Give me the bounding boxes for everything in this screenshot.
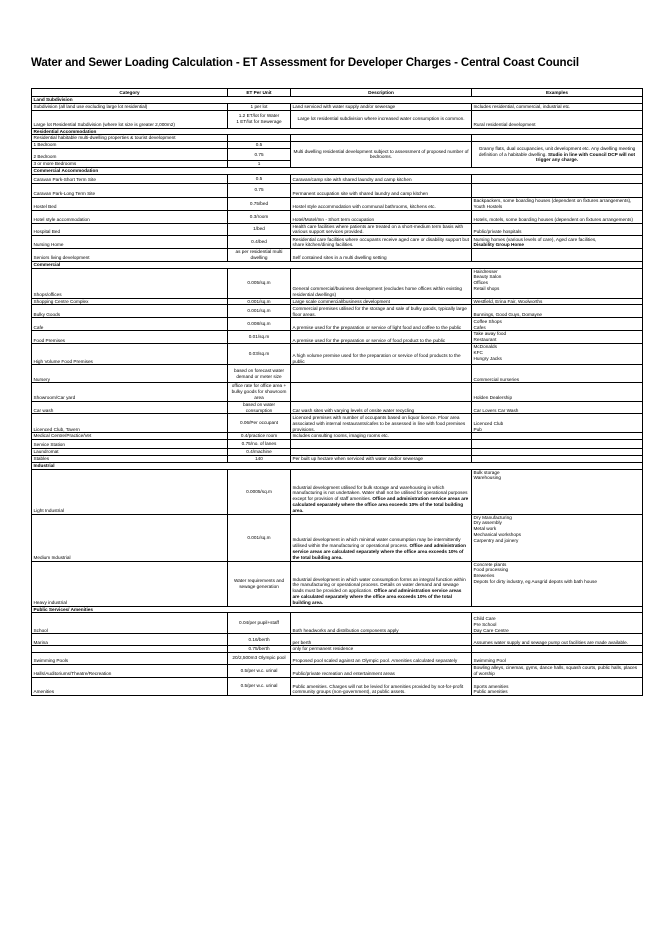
examples-cell [472, 344, 643, 365]
et-per-unit-cell: 0.16/berth [228, 634, 291, 646]
examples-text: Includes residential, commercial, industrial etc. [473, 103, 571, 109]
section-heading: Commercial Accommodation [32, 167, 643, 174]
category-cell: Medical Centre/Practice/Vet [32, 433, 228, 440]
description-text: Caravan/camp site with shared laundry and camp kitchen [292, 176, 412, 182]
category-cell: Cafe [32, 318, 228, 331]
table-row [32, 135, 643, 142]
table-row [32, 449, 643, 456]
category-cell: 2 Bedroom [32, 148, 228, 160]
text-line: Bulk storage [473, 469, 500, 475]
examples-cell [472, 174, 643, 183]
examples-text: Assumes water supply and sewage pump out facilities are made available. [473, 639, 629, 645]
text-line: Warehousing [473, 475, 501, 481]
description-text: Proposed pool scaled against an Olympic pool. Amenities calculated separately [292, 657, 458, 663]
category-cell [32, 646, 228, 653]
examples-text: Westfield, Erina Fair, Woolworths [473, 298, 543, 304]
table-row [32, 197, 643, 210]
table-row [32, 331, 643, 344]
examples-text [474, 319, 641, 331]
et-per-unit-cell: 0.75 [228, 148, 291, 160]
text-line: Take away food [473, 331, 507, 337]
description-text: Commercial premises utilised for the storage and sale of bulky goods, typically large floor areas. [292, 305, 467, 317]
examples-cell [472, 664, 643, 677]
description-cell [291, 305, 472, 318]
examples-cell [472, 142, 643, 168]
category-cell: Seniors living development [32, 249, 228, 262]
et-per-unit-cell: 0.4/bed [228, 236, 291, 249]
text-line: Licenced Club [473, 420, 504, 426]
examples-text: Car Lovers Car Wash [473, 407, 519, 413]
column-header-description: Description [291, 89, 472, 97]
et-per-unit-cell: based on water consumption [228, 401, 291, 414]
text-line: McDonalds [473, 344, 497, 350]
table-row [32, 103, 643, 110]
examples-cell [472, 433, 643, 440]
table-row [32, 249, 643, 262]
examples-cell [472, 365, 643, 383]
table-row [32, 634, 643, 646]
description-text: Licenced premises with number of occupants based on liquor licence. Floor area associated with internal restaurants/cafes to be assessed in line with food premises provisions. [292, 414, 466, 432]
description-cell [291, 318, 472, 331]
category-cell: Caravan Park-Short Term Site [32, 174, 228, 183]
description-bold-text: Office and administration service areas are calculated separately where the office area exceeds 10% of the total building area. [292, 588, 462, 605]
examples-cell [472, 469, 643, 514]
examples-text [474, 470, 641, 482]
column-header-examples: Examples [472, 89, 643, 97]
section-heading: Industrial [32, 462, 643, 469]
category-cell: Light Industrial [32, 469, 228, 514]
category-cell: Bulky Goods [32, 305, 228, 318]
et-per-unit-cell: 0.4/practice room [228, 433, 291, 440]
text-line: Child Care [473, 615, 496, 621]
table-body [32, 97, 643, 696]
category-cell: Showroom/Car yard [32, 383, 228, 401]
category-cell: Residential habitable multi-dwelling properties & tourist development [32, 135, 228, 142]
et-per-unit-cell: 0.008/sq.m [228, 318, 291, 331]
table-row [32, 142, 643, 149]
et-per-unit-cell: 1 [228, 160, 291, 167]
description-text: only for permanent residence [292, 646, 354, 652]
examples-text: Bowling alleys, cinemas, gyms, dance halls, squash courts, public halls, places of worship [473, 665, 638, 676]
table-row [32, 613, 643, 634]
text-line: Offices [473, 280, 489, 286]
et-per-unit-cell: 0.001/sq.m [228, 514, 291, 561]
examples-cell [472, 236, 643, 249]
examples-bold-text: Studio in line with Council DCP will not trigger any charge. [535, 151, 636, 163]
examples-cell [472, 305, 643, 318]
examples-cell [472, 440, 643, 449]
table-row [32, 677, 643, 696]
text-line: KFC [473, 350, 483, 356]
examples-cell [472, 298, 643, 305]
description-cell [291, 268, 472, 298]
category-cell: Caravan Park-Long Term Site [32, 183, 228, 197]
table-row [32, 110, 643, 128]
examples-cell [472, 210, 643, 223]
column-header-category: Category [32, 89, 228, 97]
category-cell: Large lot Residential Subdivision (where lot size is greater 2,000m2) [32, 110, 228, 128]
text-line: Retail shops [473, 285, 500, 291]
et-per-unit-cell: 0.75/no. of lanes [228, 440, 291, 449]
examples-text: Commercial nurseries [473, 376, 520, 382]
description-cell [291, 210, 472, 223]
description-text: Industrial development in which minimal water consumption may be intermittently utilised within the manufacturing or operational process. [292, 537, 461, 549]
text-line: Pub [473, 426, 482, 432]
text-line: Dry Manufacturing [473, 514, 512, 520]
description-text: Hostel style accommodation with communal bathrooms, kitchens etc. [292, 203, 436, 209]
et-per-unit-cell: 0.5/per w.c. urinal [228, 664, 291, 677]
examples-cell [472, 249, 643, 262]
examples-cell [472, 223, 643, 236]
examples-text [474, 684, 641, 696]
examples-cell [472, 135, 643, 142]
section-heading-row [32, 462, 643, 469]
text-line: Food processing [473, 567, 509, 573]
text-line: Cafes [473, 324, 486, 330]
section-heading-row [32, 167, 643, 174]
et-per-unit-cell: 0.001/sq.m [228, 298, 291, 305]
description-cell [291, 613, 472, 634]
examples-cell [472, 646, 643, 653]
et-per-unit-cell: based on forecast water demand or meter size [228, 365, 291, 383]
description-cell [291, 383, 472, 401]
section-heading-row [32, 97, 643, 104]
table-row [32, 236, 643, 249]
examples-cell [472, 653, 643, 665]
et-per-unit-cell: 0.001/sq.m [228, 305, 291, 318]
table-row [32, 318, 643, 331]
examples-cell [472, 613, 643, 634]
category-cell: Nursery [32, 365, 228, 383]
et-per-unit-cell: 0.3/room [228, 210, 291, 223]
text-line: Restaurant [473, 337, 497, 343]
table-row [32, 433, 643, 440]
text-line: Mechanical workshops [473, 531, 521, 537]
examples-text: Backpackers, some boarding houses (dependent on fixtures arrangements), Youth Hostels [473, 197, 632, 209]
description-cell [291, 103, 472, 110]
description-cell [291, 223, 472, 236]
et-per-unit-cell: 0.01/sq.m [228, 331, 291, 344]
examples-text [474, 421, 641, 433]
examples-text [474, 269, 641, 292]
description-text: A premise used for the preparation or service of food product to the public [292, 337, 446, 343]
text-line: Pre School [473, 621, 497, 627]
category-cell: Shops/offices [32, 268, 228, 298]
text-line: Sports amenities [473, 683, 509, 689]
text-line: Carpentry and joinery [473, 537, 519, 543]
description-text: A premise used for the preparation or service of light food and coffee to the public [292, 324, 462, 330]
section-heading-row [32, 128, 643, 135]
et-per-unit-cell: 0.75/berth [228, 646, 291, 653]
examples-text [474, 562, 641, 585]
column-header-et-per-unit: ET Per Unit [228, 89, 291, 97]
description-cell: Multi dwelling residential development subject to assessment of proposed number of bedrooms. [291, 142, 472, 168]
examples-cell [472, 561, 643, 606]
description-text: Car wash sites with varying levels of onsite water recycling [292, 407, 415, 413]
et-per-unit-cell: 0.4/machine [228, 449, 291, 456]
examples-cell [472, 514, 643, 561]
category-cell: School [32, 613, 228, 634]
et-per-unit-cell: 0.5 [228, 174, 291, 183]
et-per-unit-cell: 0.04/per pupil+staff [228, 613, 291, 634]
examples-cell [472, 383, 643, 401]
table-row [32, 440, 643, 449]
description-text: Public/private recreation and entertainment areas [292, 670, 395, 676]
examples-text: Granny flats, dual occupancies, unit development etc. Any dwelling meeting definition of a habitable dwelling. [478, 145, 636, 157]
description-cell [291, 414, 472, 433]
description-text: Public amenities. Charges will not be levied for amenities provided by not-for-profit community groups (non-government), at public assets. [292, 683, 464, 695]
category-cell: 1 Bedroom [32, 142, 228, 149]
description-text: Large scale commercial/business development [292, 298, 390, 304]
table-row [32, 183, 643, 197]
text-line: Day Care Centre [473, 627, 509, 633]
et-per-unit-cell: 1 per lot [228, 103, 291, 110]
description-cell [291, 236, 472, 249]
category-cell: Hostel Bed [32, 197, 228, 210]
et-assessment-table [31, 88, 643, 696]
et-per-unit-cell [228, 110, 291, 128]
description-text: Residential care facilities where occupants receive aged care or disability support but share kitchen/dining facilities. [292, 236, 469, 248]
examples-text: Bunnings, Good Guys, Domayne [473, 311, 543, 317]
section-heading: Public Services/ Amenities [32, 606, 643, 613]
description-text: per berth [292, 639, 312, 645]
description-text: Hotel/Motel/Inn - Short term occupation [292, 216, 375, 222]
examples-text: Swimming Pool [473, 657, 506, 663]
examples-cell [472, 183, 643, 197]
et-per-unit-cell: 0.5 [228, 142, 291, 149]
text-line: 1 ET/lot for Sewerage [236, 119, 282, 125]
description-cell [291, 135, 472, 142]
category-cell: Car wash [32, 401, 228, 414]
et-per-unit-cell: 20/2,500m3 Olympic pool [228, 653, 291, 665]
text-line: Hungry Jacks [473, 355, 502, 361]
examples-cell [472, 110, 643, 128]
category-cell: Hospital Bed [32, 223, 228, 236]
text-line: Hairdresser [473, 268, 498, 274]
description-cell [291, 298, 472, 305]
section-heading: Commercial [32, 261, 643, 268]
section-heading-row [32, 261, 643, 268]
description-cell [291, 561, 472, 606]
et-per-unit-cell: 0.03/sq.m [228, 344, 291, 365]
description-cell [291, 344, 472, 365]
table-row [32, 653, 643, 665]
examples-cell [472, 401, 643, 414]
category-cell: Subdivision (all land use excluding large lot residential) [32, 103, 228, 110]
category-cell: Swimming Pools [32, 653, 228, 665]
examples-cell [472, 197, 643, 210]
examples-text [474, 616, 641, 633]
examples-cell [472, 318, 643, 331]
examples-text: Public/private hospitals [473, 229, 522, 235]
description-cell [291, 174, 472, 183]
et-per-unit-cell: 0.75 [228, 183, 291, 197]
category-cell: Nursing Home [32, 236, 228, 249]
description-cell [291, 183, 472, 197]
text-line: Breweries [473, 573, 495, 579]
description-cell [291, 664, 472, 677]
examples-text: Rural residential development [473, 121, 536, 127]
description-text: General commercial/business development (excludes home offices within existing residential dwellings) [292, 285, 463, 297]
et-per-unit-cell: Water requirements and sewage generation [228, 561, 291, 606]
et-per-unit-cell: 0.75/bed [228, 197, 291, 210]
et-per-unit-cell: as per residential multi dwelling [228, 249, 291, 262]
examples-text: Holden Dealership [473, 394, 513, 400]
description-cell [291, 514, 472, 561]
et-per-unit-cell: 140 [228, 455, 291, 462]
description-cell [291, 634, 472, 646]
table-row [32, 646, 643, 653]
description-text: Per built up hectare when serviced with water and/or sewerage [292, 455, 424, 461]
category-cell: Food Premises [32, 331, 228, 344]
description-text: Includes consulting rooms, imaging rooms etc. [292, 433, 389, 439]
description-bold-text: Office and administration service areas are calculated separately where the office area exceeds 10% of the total building area. [292, 543, 467, 560]
examples-text [474, 331, 641, 343]
text-line: Dry assembly [473, 520, 502, 526]
category-cell: Shopping Centre Complex [32, 298, 228, 305]
table-row [32, 455, 643, 462]
description-cell [291, 440, 472, 449]
category-cell: Laundromat [32, 449, 228, 456]
table-row [32, 561, 643, 606]
category-cell: High Volume Food Premises [32, 344, 228, 365]
examples-cell [472, 268, 643, 298]
examples-cell [472, 414, 643, 433]
category-cell: Heavy industrial [32, 561, 228, 606]
text-line: Depots for dirty industry, eg Ausgrid depots with bath house [473, 578, 597, 584]
description-cell: Large lot residential subdivision where increased water consumption is common. [291, 110, 472, 128]
examples-cell [472, 103, 643, 110]
description-text: Permanent occupation site with shared laundry and camp kitchen [292, 190, 428, 196]
table-row [32, 210, 643, 223]
text-line: Coffee Shops [473, 318, 502, 324]
category-cell: Marina [32, 634, 228, 646]
description-text: Industrial development in which water consumption forms an integral function within the manufacturing or operational process. Details on water demand and sewage loads must be provided on application. [292, 576, 466, 594]
description-cell [291, 197, 472, 210]
et-per-unit-cell: 0.5/per w.c. urinal [228, 677, 291, 696]
examples-cell [472, 634, 643, 646]
et-per-unit-cell [228, 135, 291, 142]
table-row [32, 298, 643, 305]
section-heading-row [32, 606, 643, 613]
table-row [32, 514, 643, 561]
table-row [32, 383, 643, 401]
description-cell [291, 365, 472, 383]
text-line: Concrete plants [473, 561, 507, 567]
examples-text [474, 515, 641, 544]
examples-cell [472, 455, 643, 462]
et-per-unit-cell: 0.06/Per occupant [228, 414, 291, 433]
description-cell [291, 455, 472, 462]
description-text: Self contained sites in a multi dwelling setting [292, 254, 387, 260]
et-per-unit-cell: 0.0005/sq.m [228, 469, 291, 514]
page-title: Water and Sewer Loading Calculation - ET Assessment for Developer Charges - Central Coast Council [31, 57, 579, 69]
text-line: Metal work [473, 526, 497, 532]
examples-cell [472, 677, 643, 696]
text-line: Beauty Salon [473, 274, 502, 280]
table-row [32, 174, 643, 183]
category-cell: Stables [32, 455, 228, 462]
description-cell [291, 646, 472, 653]
table-row [32, 401, 643, 414]
description-cell [291, 677, 472, 696]
table-row [32, 268, 643, 298]
text-line: 1.2 ET/lot for Water [238, 113, 280, 119]
et-per-unit-cell: office rate for office area + bulky goods for showroom area [228, 383, 291, 401]
examples-cell [472, 331, 643, 344]
et-per-unit-cell: 0.005/sq.m [228, 268, 291, 298]
table-row [32, 305, 643, 318]
description-text: Both headworks and distribution components apply [292, 627, 399, 633]
description-cell [291, 401, 472, 414]
et-per-unit-cell: 1/bed [228, 223, 291, 236]
category-cell: Service Station [32, 440, 228, 449]
table-row [32, 365, 643, 383]
header-row [32, 89, 643, 97]
category-cell: 3 or more Bedrooms [32, 160, 228, 167]
table-row [32, 414, 643, 433]
description-text: Industrial development utilised for bulk storage and warehousing in which manufacturing is not undertaken. Water shall not be utilised for operational purposes except for provision of staff amenities. [292, 484, 468, 502]
description-bold-text: Office and administration service areas are calculated separately where the office area exceeds 10% of the total building area. [292, 496, 469, 513]
description-cell [291, 653, 472, 665]
category-cell: Amenities [32, 677, 228, 696]
examples-text: Hotels, motels, some boarding houses (dependent on fixtures arrangements) [473, 216, 633, 222]
category-cell: Halls/Auditoriums/Theatre/Recreation [32, 664, 228, 677]
text-line: Public amenities [473, 689, 508, 695]
table-row [32, 664, 643, 677]
examples-bold-text: Disability Group Home [473, 242, 525, 248]
description-cell [291, 449, 472, 456]
category-cell: Licenced Club, Tavern [32, 414, 228, 433]
description-text: A high volume premise used for the preparation or service of food products to the public [292, 352, 461, 364]
category-cell: Hotel style accommodation [32, 210, 228, 223]
category-cell: Medium Industrial [32, 514, 228, 561]
description-text: Land serviced with water supply and/or sewerage [292, 103, 396, 109]
table-row [32, 344, 643, 365]
examples-text [474, 344, 641, 361]
section-heading: Land Subdivision [32, 97, 643, 104]
description-cell [291, 249, 472, 262]
description-cell [291, 433, 472, 440]
table-row [32, 223, 643, 236]
examples-cell [472, 449, 643, 456]
section-heading: Residential Accommodation [32, 128, 643, 135]
description-cell [291, 331, 472, 344]
description-cell [291, 469, 472, 514]
description-text: Health care facilities where patients are treated on a short-medium term basis with various support services provided. [292, 223, 464, 235]
table-row [32, 469, 643, 514]
examples-text: Nursing homes (various levels of care), Aged care facilities, [473, 236, 597, 242]
